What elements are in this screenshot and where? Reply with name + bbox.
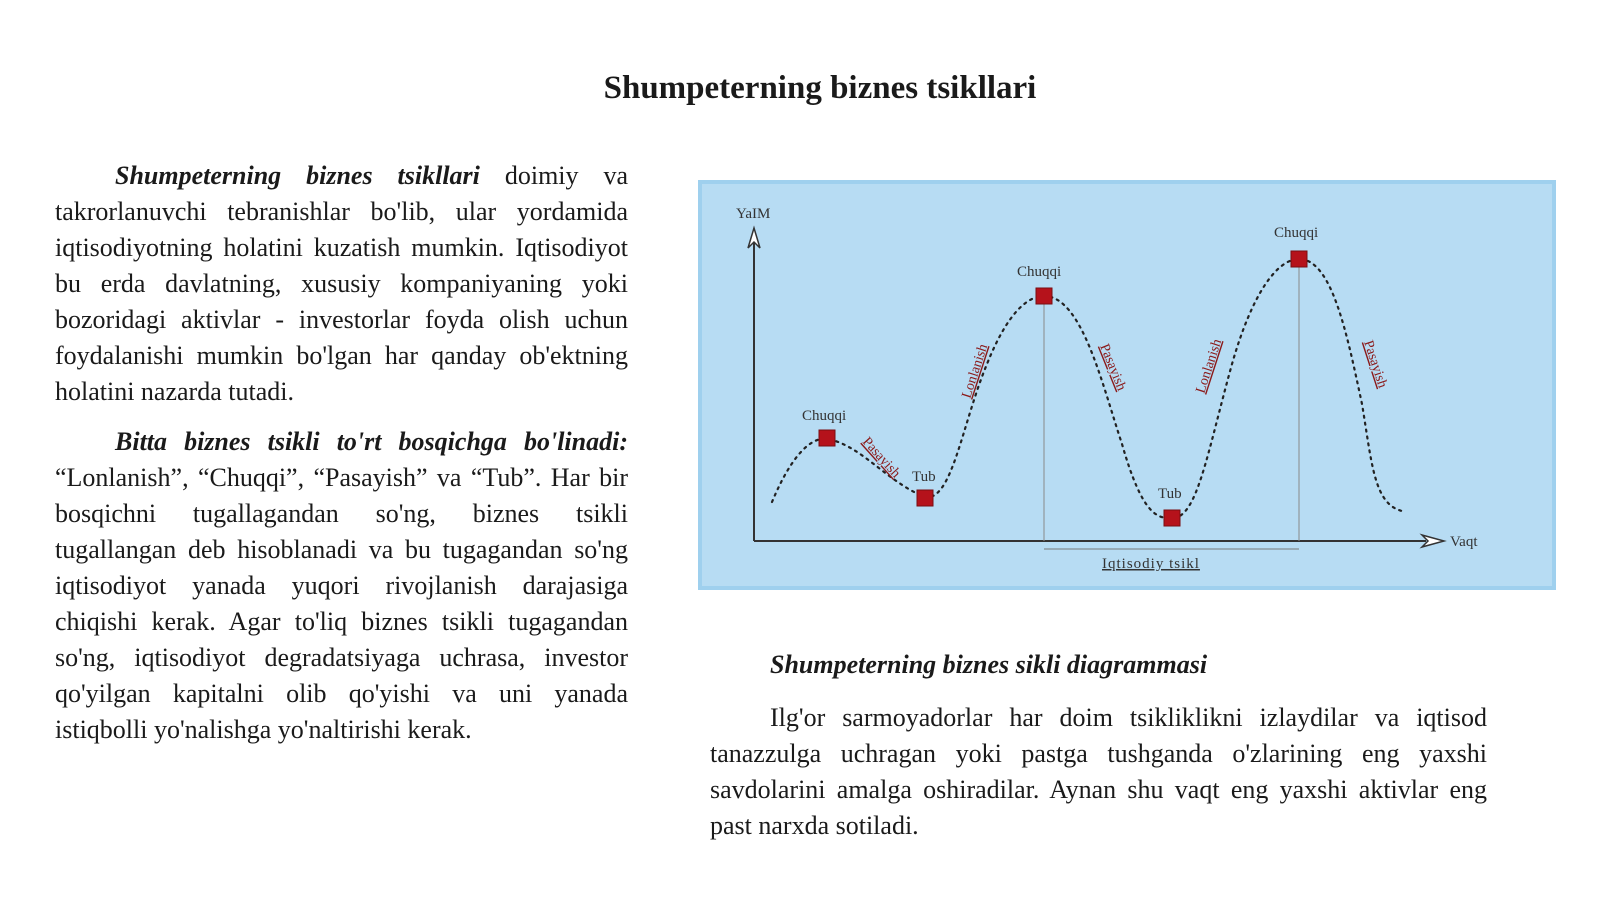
business-cycle-diagram: [698, 180, 1556, 590]
y-axis-label: YaIM: [736, 206, 771, 222]
peak-marker-1: [819, 430, 835, 446]
trough-marker-1: [917, 490, 933, 506]
rise-label-2: Lonlanish: [1193, 337, 1226, 396]
peak-label-2: Chuqqi: [1017, 264, 1062, 280]
x-axis-label: Vaqt: [1450, 534, 1478, 550]
rise-label-1: Lonlanish: [959, 342, 992, 401]
paragraph-intro: [55, 158, 628, 410]
fall-label-2: Pasayish: [1096, 341, 1129, 393]
diagram-caption: Shumpeterning biznes sikli diagrammasi: [770, 650, 1208, 679]
trough-label-2: Tub: [1158, 486, 1182, 502]
left-text-column: [55, 158, 628, 762]
peak-label-1: Chuqqi: [802, 408, 847, 424]
trough-marker-2: [1164, 510, 1180, 526]
paragraph-investors: Ilg'or sarmoyadorlar har doim tsikliklikni izlaydilar va iqtisod tanazzulga uchragan yoki pastga tushganda o'zlarining eng yaxshi savdolarini amalga oshiradilar. Aynan shu vaqt eng yaxshi aktivlar eng past narxda sotiladi.: [710, 703, 1487, 840]
page-title: Shumpeterning biznes tsikllari: [603, 70, 1037, 106]
trough-label-1: Tub: [912, 469, 936, 485]
intro-lead: Shumpeterning biznes tsikllari: [115, 161, 480, 190]
fall-label-3: Pasayish: [1360, 338, 1390, 390]
diagram-svg: [702, 184, 1552, 586]
peak-marker-3: [1291, 251, 1307, 267]
cycle-label: Iqtisodiy tsikl: [1102, 556, 1200, 572]
peak-label-3: Chuqqi: [1274, 225, 1319, 241]
cycle-curve: [772, 259, 1402, 518]
peak-marker-2: [1036, 288, 1052, 304]
intro-body: doimiy va takrorlanuvchi tebranishlar bo'lib, ular yordamida iqtisodiyotning holatini kuzatish mumkin. Iqtisodiyot bu erda davlatning, xususiy kompaniyaning yoki bozoridagi aktivlar - investorlar foyda olish uchun foydalanishi mumkin bo'lgan har qanday ob'ektning holatini nazarda tutadi.: [55, 161, 628, 406]
fall-label-1: Pasayish: [859, 434, 903, 482]
paragraph-phases: [55, 424, 628, 748]
phases-body: “Lonlanish”, “Chuqqi”, “Pasayish” va “Tub”. Har bir bosqichni tugallagandan so'ng, biznes tsikli tugallangan deb hisoblanadi va bu tugagandan so'ng iqtisodiyot yanada yuqori rivojlanish darajasiga chiqishi kerak. Agar to'liq biznes tsikli tugagandan so'ng, iqtisodiyot degradatsiyaga uchrasa, investor qo'yilgan kapitalni olib qo'yishi va uni yanada istiqbolli yo'nalishga yo'naltirishi kerak.: [55, 463, 628, 744]
phases-lead: Bitta biznes tsikli to'rt bosqichga bo'linadi:: [115, 427, 628, 456]
